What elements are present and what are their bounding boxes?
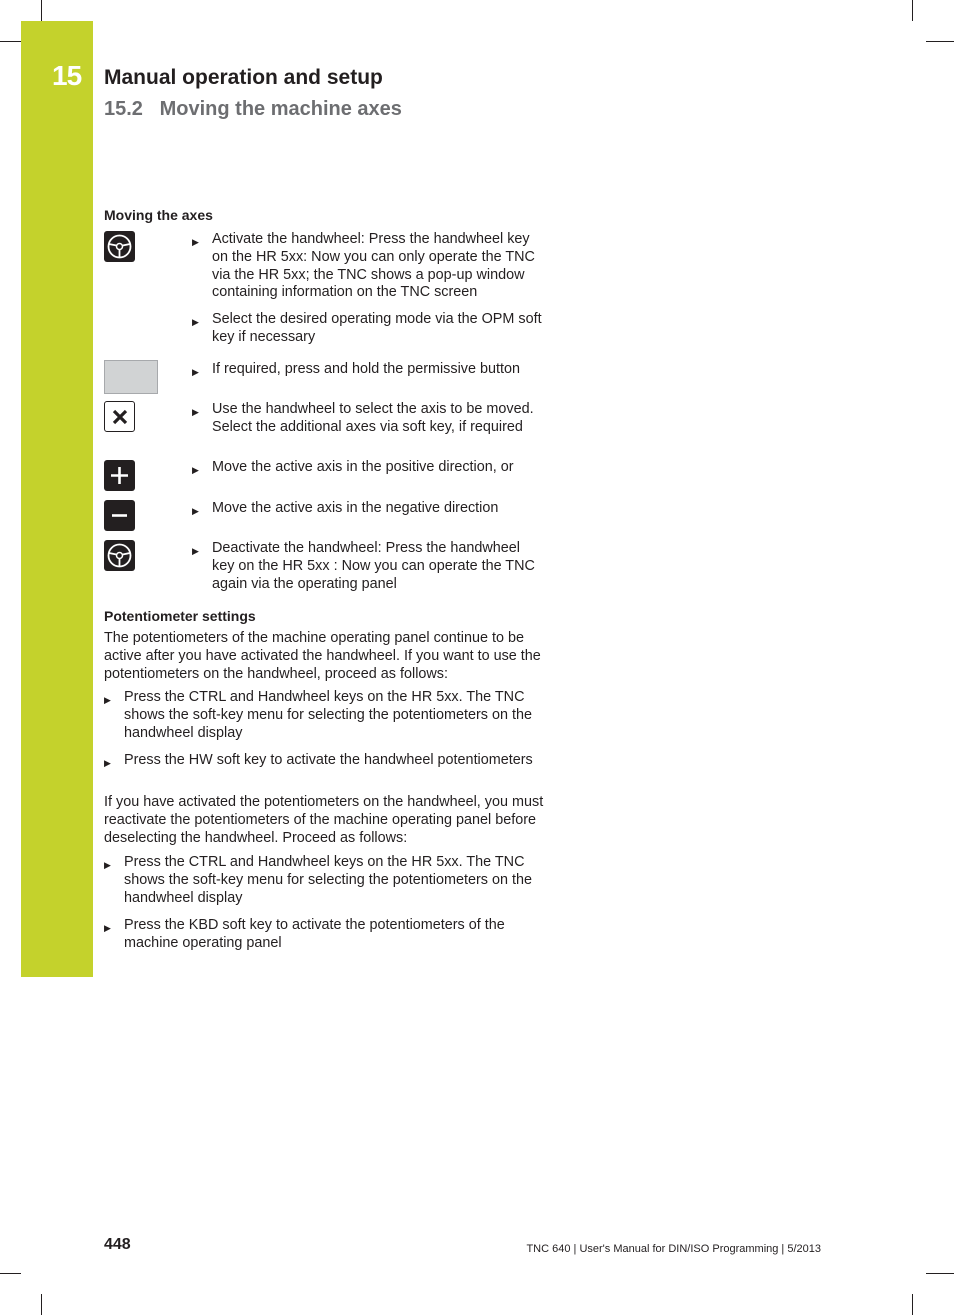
arrow-bullet-icon: ▶ [192,546,199,556]
step-item: ▶ Move the active axis in the negative direction [192,500,544,518]
arrow-bullet-icon: ▶ [192,465,199,475]
crop-mark [41,0,42,21]
arrow-bullet-icon: ▶ [192,317,199,327]
step-item: ▶ If required, press and hold the permissive button [192,361,544,379]
crop-mark [912,1294,913,1315]
chapter-title: Manual operation and setup [104,66,383,89]
arrow-bullet-icon: ▶ [104,860,111,870]
chapter-sidebar [21,21,93,977]
axis-x-key-icon [104,401,135,432]
step-item: ▶ Move the active axis in the positive direction, or [192,459,544,477]
crop-mark [926,1273,954,1274]
list-item: ▶ Press the KBD soft key to activate the potentiometers of the machine operating panel [104,917,505,951]
heading-potentiometer: Potentiometer settings [104,608,256,624]
crop-mark [0,1273,21,1274]
crop-mark [926,41,954,42]
step-item: ▶ Select the desired operating mode via the OPM soft key if necessary [192,311,542,345]
handwheel-key-icon [104,540,135,571]
arrow-bullet-icon: ▶ [104,923,111,933]
permissive-button-key [104,360,158,394]
middle-paragraph: If you have activated the potentiometers on the handwheel, you must reactivate the potentiometers of the machine operating panel before deselecting the handwheel. Proceed as follows: [104,794,544,846]
crop-mark [0,41,21,42]
arrow-bullet-icon: ▶ [192,407,199,417]
crop-mark [41,1294,42,1315]
minus-key-icon [104,500,135,531]
crop-mark [912,0,913,21]
intro-paragraph: The potentiometers of the machine operating panel continue to be active after you have activated the handwheel. If you want to use the potentiometers on the handwheel, proceed as follows: [104,630,541,682]
step-item: ▶ Use the handwheel to select the axis to be moved. Select the additional axes via soft key, if required [192,401,534,435]
step-item: ▶ Activate the handwheel: Press the handwheel key on the HR 5xx: Now you can only operate the TNC via the HR 5xx; the TNC shows a pop-up window containing information on the TNC screen [192,231,535,301]
list-item: ▶ Press the CTRL and Handwheel keys on the HR 5xx. The TNC shows the soft-key menu for selecting the potentiometers on the handwheel display [104,689,532,741]
plus-key-icon [104,460,135,491]
page-number: 448 [104,1236,131,1253]
list-item: ▶ Press the CTRL and Handwheel keys on the HR 5xx. The TNC shows the soft-key menu for selecting the potentiometers on the handwheel display [104,854,532,906]
arrow-bullet-icon: ▶ [192,367,199,377]
section-number: 15.2 [104,98,143,120]
section-title [104,98,402,121]
heading-moving-axes: Moving the axes [104,207,213,223]
footer-text: TNC 640 | User's Manual for DIN/ISO Programming | 5/2013 [526,1243,821,1255]
step-item: ▶ Deactivate the handwheel: Press the handwheel key on the HR 5xx : Now you can operate the TNC again via the operating panel [192,540,535,592]
arrow-bullet-icon: ▶ [104,695,111,705]
handwheel-key-icon [104,231,135,262]
arrow-bullet-icon: ▶ [192,237,199,247]
arrow-bullet-icon: ▶ [104,758,111,768]
section-name: Moving the machine axes [159,98,402,120]
list-item: ▶ Press the HW soft key to activate the handwheel potentiometers [104,752,544,770]
chapter-number: 15 [52,60,82,91]
arrow-bullet-icon: ▶ [192,506,199,516]
